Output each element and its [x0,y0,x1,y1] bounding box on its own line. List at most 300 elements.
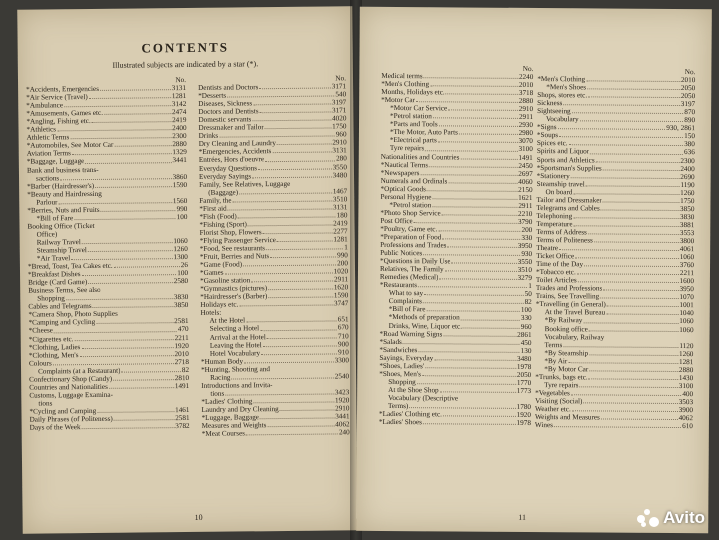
leader-dots [93,301,173,308]
entry-title: Dry Cleaning and Laundry [198,139,276,149]
entry-number: 1001 [679,301,694,310]
leader-dots [66,293,173,300]
leader-dots [603,285,678,292]
entry-number: 470 [177,325,189,334]
leader-dots [442,233,520,240]
leader-dots [280,404,334,411]
entry-title: Complaints (at a Restaurant) [38,366,121,376]
leader-dots [575,252,679,259]
leader-dots [114,414,174,421]
leader-dots [583,317,678,324]
leader-dots [574,220,679,227]
entry-number: 540 [335,90,347,99]
leader-dots [432,201,517,208]
leader-dots [238,211,336,218]
leader-dots [563,341,678,348]
leader-dots [559,132,683,139]
leader-dots [267,332,337,339]
leader-dots [248,219,332,226]
leader-dots [442,209,517,216]
entry-number: 2211 [174,333,189,342]
leader-dots [53,358,174,365]
leader-dots [559,244,679,251]
entry-title: *By Steamship [544,348,589,358]
leader-dots [97,406,174,413]
leader-dots [420,169,517,176]
leader-dots [571,172,680,179]
entry-number: 2010 [518,80,534,90]
entry-title: *Cigarettes etc. [28,334,74,344]
entry-title: *Emergencies, Accidents [198,147,272,157]
entry-number: 2581 [175,413,190,423]
leader-dots [601,204,679,211]
entry-number: 2010 [174,349,189,358]
entry-number: 1920 [334,396,350,405]
entry-title: Dressmaker and Tailor [198,123,264,133]
entry-number: 960 [335,130,347,139]
entry-title: *Air Service (Travel) [26,93,88,102]
leader-dots [463,322,520,328]
leader-dots [258,163,332,170]
entry-number: 651 [337,315,349,324]
entry-title: Ticket Office [536,252,575,261]
entry-number: 1750 [332,122,347,131]
entry-title: *Automobiles, See Motor Car [26,141,114,151]
leader-dots [231,372,333,379]
entry-title: *Cheese [28,326,54,336]
leader-dots [418,346,519,353]
entry-number: 82 [524,298,532,307]
entry-number: 3300 [334,355,349,365]
entry-number: 1978 [516,362,532,371]
entry-title: Florist Shop, Flowers [199,228,262,237]
leader-dots [260,324,337,331]
leader-dots [569,140,684,147]
page-title: CONTENTS [141,39,230,56]
entry-number: 2910 [335,404,350,413]
entry-title: *Berries, Nuts and Fruits [27,205,100,215]
entry-number: 3881 [679,220,695,230]
entry-title: *Shoes, Ladies' [379,361,425,370]
entry-number: 3142 [171,100,187,109]
entry-number: 900 [337,339,349,348]
leader-dots [58,197,172,204]
entry-title: On board [545,187,573,196]
entry-number: 990 [176,204,188,213]
entry-title: Professions and Trades [380,240,447,250]
entry-title: Steamship travel [536,179,585,189]
entry-title: *Stationery [536,171,570,180]
contents-entry [202,428,350,438]
leader-dots [121,366,180,373]
entry-number: 1120 [679,341,694,350]
entry-number: 150 [684,132,695,141]
entry-number: 2580 [173,277,189,286]
entry-number: 1467 [332,186,348,196]
contents-entry [535,421,693,430]
entry-number: 960 [520,322,532,331]
entry-number: 2419 [172,116,187,125]
entry-title: Vocabulary (Descriptive [388,393,459,403]
entry-title: *Camera Shop, Photo Supplies [28,310,118,320]
entry-number: 610 [682,422,693,431]
entry-number: 3790 [517,217,533,226]
entry-number: 3950 [517,241,533,251]
leader-dots [260,107,331,114]
leader-dots [586,180,680,187]
entry-title: Hotels: [200,309,222,318]
leader-dots [452,258,517,265]
entry-title: *By Motor Car [544,364,589,374]
entry-title: *Clothing, Ladies [28,342,81,352]
entry-title: *Petrol station [390,112,432,121]
entry-number: 26 [180,261,188,270]
leader-dots [72,149,172,156]
entry-number: 3100 [518,145,533,154]
entry-number: 180 [336,211,348,220]
entry-title: *Fish (Food) [199,212,237,221]
entry-number: 1780 [516,402,532,411]
entry-number: 2050 [680,92,696,101]
entry-title: Diseases, Sickness [198,99,253,109]
entry-title: Racing [210,373,231,382]
entry-title: Terms [544,340,563,349]
leader-dots [589,325,678,332]
entry-number: 82 [181,365,190,374]
contents-entry [30,422,190,432]
entry-number: 100 [176,212,188,221]
leader-dots [438,225,520,232]
entry-number: 1281 [333,235,348,244]
entry-number: 2419 [333,219,348,228]
entry-title: *Air Travel [36,254,71,263]
leader-dots [60,173,172,180]
entry-title: *Bill of Fare [388,305,426,314]
entry-title: Tyre repairs [389,144,425,153]
entry-number: 1060 [679,325,694,334]
contents-entry [379,418,531,427]
entry-title: *Bread, Toast, Tea Cakes etc. [27,261,113,271]
entry-number: 930, 2861 [666,124,696,133]
entry-number: No. [175,76,187,85]
entry-number: 240 [338,428,350,437]
entry-number: 1060 [679,317,694,326]
entry-number: 870 [684,108,696,117]
entry-title: Visiting (Social) [535,396,583,406]
entry-title: *Men's Clothing [381,80,430,89]
leader-dots [568,357,678,364]
leader-dots [253,396,334,403]
entry-number: 2211 [679,269,695,278]
leader-dots [244,356,334,363]
leader-dots [554,421,681,428]
entry-title: *Breakfast Dishes [27,270,81,279]
entry-title: Drinks [198,131,219,141]
leader-dots [580,381,678,388]
leader-dots [446,89,518,96]
leader-dots [588,228,679,235]
entry-title: Medical terms [381,71,423,81]
leader-dots [70,132,171,139]
entry-title: Railway Travel [36,238,81,247]
entry-number: 3279 [517,274,532,283]
entry-number: 50 [524,290,532,299]
entry-number: 1 [344,243,348,252]
entry-title: Public Notices [380,249,423,258]
leader-dots [225,268,333,275]
entry-number: 1590 [172,180,188,189]
entry-number: 2240 [518,72,534,82]
leader-dots [429,161,517,168]
entry-title: Selecting a Hotel [209,324,260,334]
entry-number: 1300 [173,253,188,262]
leader-dots [267,420,334,427]
leader-dots [573,188,679,195]
entry-title: *Camping and Cycling [28,318,96,328]
entry-number: 1491 [518,153,533,162]
entry-title: Dentists and Doctors [198,83,259,92]
entry-title: Months, Holidays etc. [381,88,445,97]
entry-number: 2400 [172,124,187,133]
left-column-2 [198,74,350,438]
entry-title: *Athletics [26,125,57,134]
entry-title: *Optical Goods [380,184,426,193]
entry-title: *Soups [536,131,559,140]
leader-dots [461,314,520,320]
entry-number: 2581 [174,317,189,326]
leader-dots [418,281,527,288]
entry-title: Telegrams and Cables [536,203,600,213]
entry-title: *Food, See restaurants [199,244,266,253]
leader-dots [423,249,520,256]
entry-number: 1 [528,282,532,291]
leader-dots [277,235,332,242]
entry-title: Terms of Politeness [536,235,593,245]
entry-title: At the Shoe Shop [388,385,439,395]
leader-dots [54,326,177,333]
leader-dots [71,253,172,260]
leader-dots [228,203,332,210]
leader-dots [74,213,176,220]
entry-title: Sightseeing [537,107,571,116]
entry-number: 380 [684,140,695,149]
entry-number: 1190 [680,180,695,189]
entry-title: Holidays etc. [200,300,239,310]
entry-number: 2474 [171,108,187,117]
entry-number: 3171 [331,106,347,115]
leader-dots [432,193,517,200]
entry-title: Complaints [388,297,422,306]
leader-dots [251,276,333,283]
leader-dots [448,105,518,112]
leader-dots [423,418,516,425]
entry-number: 4062 [335,420,350,429]
entry-title: Confectionary Shop (Candy) [29,374,113,384]
entry-number: 1773 [516,386,532,395]
entry-title: Days of the Week [29,423,81,432]
entry-number: 2980 [518,129,533,138]
entry-title: Everyday Sayings [198,171,252,181]
leader-dots [114,261,180,268]
leader-dots [265,155,335,162]
entry-number: 2277 [333,227,348,236]
entry-title: Doctors and Dentists [198,107,259,117]
entry-number: 2880 [518,97,534,106]
entry-title: Arrival at the Hotel [209,332,266,342]
entry-number: 3131 [171,84,187,93]
entry-title: *Flying Passenger Service [199,236,276,245]
entry-number: 1461 [175,405,190,415]
leader-dots [260,412,334,419]
entry-title: *Vegetables [535,388,570,398]
entry-number: 2150 [518,185,533,194]
leader-dots [603,164,680,171]
entry-title: *Salads [379,337,402,346]
entry-title: tions [210,389,225,398]
entry-title: *Restaurants [379,281,418,290]
entry-number: 930 [521,249,533,259]
right-column-1 [379,64,534,427]
entry-title: *Gymnastics (pictures) [200,284,268,294]
entry-title: *Bill of Fare [36,213,74,223]
entry-title: Post Office [380,216,413,226]
entry-title: *Shoes, Men's [379,369,421,378]
entry-number: 1260 [679,349,694,358]
entry-title: *Games [199,268,224,277]
entry-title: *Photo Shop Service [380,208,441,218]
left-column-1 [26,76,190,432]
leader-dots [600,293,678,300]
leader-dots [272,147,331,154]
leader-dots [252,171,332,178]
entry-number: 130 [520,346,532,355]
entry-title: *Newspapers [380,168,420,177]
entry-number: 2911 [518,201,533,210]
entry-number: 1281 [171,92,187,101]
leader-dots [459,129,518,135]
entry-number: 2861 [517,330,532,339]
entry-number: 200 [521,225,533,234]
leader-dots [261,348,337,355]
entry-number: 1920 [516,410,532,419]
entry-title: *Ladies' Clothing [201,397,253,406]
leader-dots [416,96,518,103]
entry-title: *Hairdresser's (Barber) [200,292,268,302]
entry-number: 100 [520,306,532,315]
leader-dots [100,84,171,91]
left-page [17,6,357,533]
entry-number: 280 [336,154,347,163]
entry-title: Aviation Terms [26,149,71,159]
leader-dots [263,340,337,347]
entry-number: 3718 [518,89,534,98]
entry-title: Laundry and Dry Cleaning [201,404,279,414]
entry-number: 890 [684,116,696,125]
leader-dots [88,277,173,284]
entry-title: *Motor Car Service [390,104,448,113]
leader-dots [225,388,334,395]
entry-title: Shopping [37,294,65,303]
entry-title: Family, the [199,196,232,205]
entry-number: 2910 [332,138,347,147]
leader-dots [113,374,174,381]
entry-number: 450 [520,338,532,347]
entry-title: *Travelling (in General) [535,300,606,309]
leader-dots [403,338,520,345]
entry-number: 636 [684,148,695,157]
entry-number: 1770 [516,378,532,387]
entry-title: Measures and Weights [201,421,267,430]
entry-number: 3480 [332,170,348,180]
entry-title: *Meat Courses [201,429,246,438]
entry-title: *The Motor, Auto Parts [389,128,458,137]
entry-title: Customs, Luggage Examina- [29,390,113,400]
entry-number: 3441 [335,412,350,421]
entry-title: (Baggage) [208,188,239,197]
leader-dots [424,72,518,79]
entry-title: *First aid [199,204,227,213]
leader-dots [447,241,516,248]
entry-title: Sayings, Everyday [379,353,434,362]
entry-number: 3830 [679,212,695,221]
entry-number: 3550 [332,162,347,171]
entry-title: *Baggage, Luggage [26,157,85,167]
leader-dots [603,196,679,203]
leader-dots [422,370,516,377]
entry-title: Spirits and Liquor [536,147,590,156]
entry-title: Leaving the Hotel [209,340,262,350]
entry-number: 2010 [680,76,696,85]
entry-title: *Road Warning Signs [379,329,443,338]
avito-dots-icon [637,509,659,527]
entry-number: 3197 [680,100,696,109]
leader-dots [573,212,679,219]
entry-number: 3850 [680,204,695,213]
leader-dots [427,185,517,192]
entry-title: Family, See Relatives, Luggage [199,179,291,189]
leader-dots [590,148,683,155]
entry-title: *Tobacco etc. [535,268,576,277]
leader-dots [589,349,678,356]
leader-dots [433,113,518,120]
leader-dots [253,99,331,106]
entry-title: *Men's Shoes [546,83,587,92]
leader-dots [417,378,516,385]
entry-title: Nationalities and Countries [380,152,460,161]
entry-title: Introductions and Invita- [201,380,273,390]
leader-dots [572,405,678,412]
entry-number: 2810 [174,373,190,382]
entry-title: *Human Body [200,357,244,366]
entry-number: 3760 [679,261,695,270]
entry-number: 1020 [333,267,349,276]
entry-number: 2050 [516,370,532,379]
leader-dots [443,410,516,417]
entry-title: *Men's Clothing [537,75,586,84]
entry-number: 3197 [331,98,347,107]
leader-dots [571,389,682,396]
entry-number: 4061 [679,245,695,254]
entry-title: Sickness [537,99,563,108]
entry-title: Countries and Nationalities [29,382,108,392]
entry-title: *Petrol station [389,200,432,210]
entry-title: Tyre repairs [544,380,579,390]
entry-title: *Poultry, Game etc. [380,224,438,234]
entry-title: Steamship Travel [36,246,87,255]
entry-title: *Gasoline station [200,276,251,286]
entry-number: 3550 [517,258,533,267]
leader-dots [64,100,171,107]
